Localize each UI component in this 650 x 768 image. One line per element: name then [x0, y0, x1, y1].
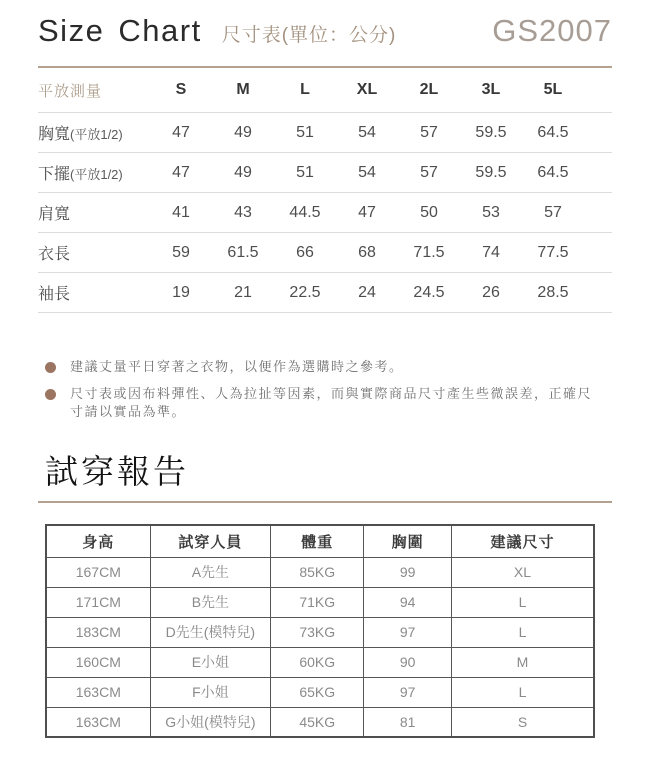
column-header: 胸圍 — [364, 525, 452, 557]
note-text: 尺寸表或因布料彈性、人為拉扯等因素，而與實際商品尺寸產生些微誤差，正確尺寸請以實品為準。 — [70, 387, 593, 420]
cell-weight: 45KG — [271, 707, 364, 737]
measure-value: 57 — [544, 203, 562, 221]
measure-value: 26 — [482, 283, 500, 301]
measure-value: 53 — [482, 203, 500, 221]
column-header: 試穿人員 — [150, 525, 271, 557]
size-column-header: 5L — [543, 81, 563, 98]
size-column-header: L — [300, 81, 310, 98]
cell-chest: 97 — [364, 617, 452, 647]
measure-value: 50 — [420, 203, 438, 221]
cell-person: F小姐 — [150, 677, 271, 707]
size-table-label-header: 平放測量 — [38, 82, 103, 100]
measure-value: 49 — [234, 123, 252, 141]
measure-value: 64.5 — [537, 163, 569, 181]
measure-value: 71.5 — [413, 243, 445, 261]
measure-value: 24 — [358, 283, 376, 301]
measure-value: 43 — [234, 203, 252, 221]
cell-height: 171CM — [46, 587, 150, 617]
size-column-header: XL — [356, 81, 378, 98]
cell-weight: 71KG — [271, 587, 364, 617]
cell-height: 167CM — [46, 557, 150, 587]
product-code: GS2007 — [492, 13, 612, 48]
cell-person: G小姐(模特兒) — [150, 707, 271, 737]
measure-value: 41 — [172, 203, 190, 221]
bullet-dot-icon — [45, 389, 56, 400]
measure-value: 64.5 — [537, 123, 569, 141]
table-row — [38, 153, 612, 193]
cell-person: B先生 — [150, 587, 271, 617]
measure-value: 47 — [172, 123, 190, 141]
bullet-dot-icon — [45, 362, 56, 373]
measure-label: 肩寬 — [38, 206, 71, 223]
measure-value: 24.5 — [413, 283, 445, 301]
measure-value: 77.5 — [537, 243, 569, 261]
measure-value: 74 — [482, 243, 500, 261]
table-row — [46, 587, 594, 617]
cell-height: 183CM — [46, 617, 150, 647]
table-row — [38, 233, 612, 273]
page-title: Size Chart — [38, 13, 202, 48]
measure-label: 胸寬(平放1/2) — [38, 126, 123, 143]
measure-value: 57 — [420, 163, 438, 181]
size-table — [38, 68, 612, 313]
cell-chest: 81 — [364, 707, 452, 737]
table-row — [38, 113, 612, 153]
table-row — [38, 193, 612, 233]
measure-value: 68 — [358, 243, 376, 261]
table-row — [46, 617, 594, 647]
list-item — [45, 386, 612, 422]
measure-value: 21 — [234, 283, 252, 301]
cell-recommended-size: L — [451, 677, 594, 707]
list-item — [45, 359, 612, 377]
measure-value: 28.5 — [537, 283, 569, 301]
column-header: 身高 — [46, 525, 150, 557]
measure-value: 54 — [358, 123, 376, 141]
measure-value: 19 — [172, 283, 190, 301]
measure-value: 49 — [234, 163, 252, 181]
cell-height: 160CM — [46, 647, 150, 677]
cell-recommended-size: M — [451, 647, 594, 677]
table-row — [38, 273, 612, 313]
table-row — [46, 557, 594, 587]
measure-value: 51 — [296, 163, 314, 181]
cell-weight: 73KG — [271, 617, 364, 647]
measure-value: 59 — [172, 243, 190, 261]
fit-table-header-row — [46, 525, 594, 557]
cell-chest: 97 — [364, 677, 452, 707]
cell-recommended-size: L — [451, 617, 594, 647]
measure-value: 61.5 — [227, 243, 259, 261]
measure-value: 66 — [296, 243, 314, 261]
table-row — [46, 677, 594, 707]
table-row — [46, 707, 594, 737]
measure-value: 59.5 — [475, 163, 507, 181]
cell-person: E小姐 — [150, 647, 271, 677]
page-header — [38, 13, 612, 57]
measure-label: 衣長 — [38, 246, 71, 263]
cell-chest: 99 — [364, 557, 452, 587]
cell-recommended-size: S — [451, 707, 594, 737]
measure-value: 47 — [172, 163, 190, 181]
size-column-header: 3L — [481, 81, 501, 98]
cell-person: A先生 — [150, 557, 271, 587]
measure-value: 22.5 — [289, 283, 321, 301]
cell-weight: 60KG — [271, 647, 364, 677]
measure-value: 59.5 — [475, 123, 507, 141]
column-header: 體重 — [271, 525, 364, 557]
cell-height: 163CM — [46, 677, 150, 707]
fit-report-table — [45, 524, 595, 738]
page-subtitle: 尺寸表(單位：公分) — [221, 25, 397, 46]
note-text: 建議丈量平日穿著之衣物，以便作為選購時之參考。 — [70, 360, 404, 375]
column-header: 建議尺寸 — [451, 525, 594, 557]
measure-value: 57 — [420, 123, 438, 141]
cell-chest: 94 — [364, 587, 452, 617]
measure-value: 54 — [358, 163, 376, 181]
cell-recommended-size: L — [451, 587, 594, 617]
notes-section — [45, 359, 612, 422]
table-row — [46, 647, 594, 677]
cell-recommended-size: XL — [451, 557, 594, 587]
size-table-header-row — [38, 68, 612, 113]
size-column-header: M — [236, 81, 250, 98]
measure-value: 44.5 — [289, 203, 321, 221]
cell-weight: 85KG — [271, 557, 364, 587]
measure-value: 51 — [296, 123, 314, 141]
size-column-header: 2L — [419, 81, 439, 98]
measure-label: 袖長 — [38, 286, 71, 303]
fit-report-title: 試穿報告 — [45, 453, 189, 490]
fit-report-divider — [38, 501, 612, 503]
cell-height: 163CM — [46, 707, 150, 737]
measure-value: 47 — [358, 203, 376, 221]
cell-weight: 65KG — [271, 677, 364, 707]
cell-person: D先生(模特兒) — [150, 617, 271, 647]
measure-label: 下擺(平放1/2) — [38, 166, 123, 183]
size-column-header: S — [175, 81, 187, 98]
cell-chest: 90 — [364, 647, 452, 677]
